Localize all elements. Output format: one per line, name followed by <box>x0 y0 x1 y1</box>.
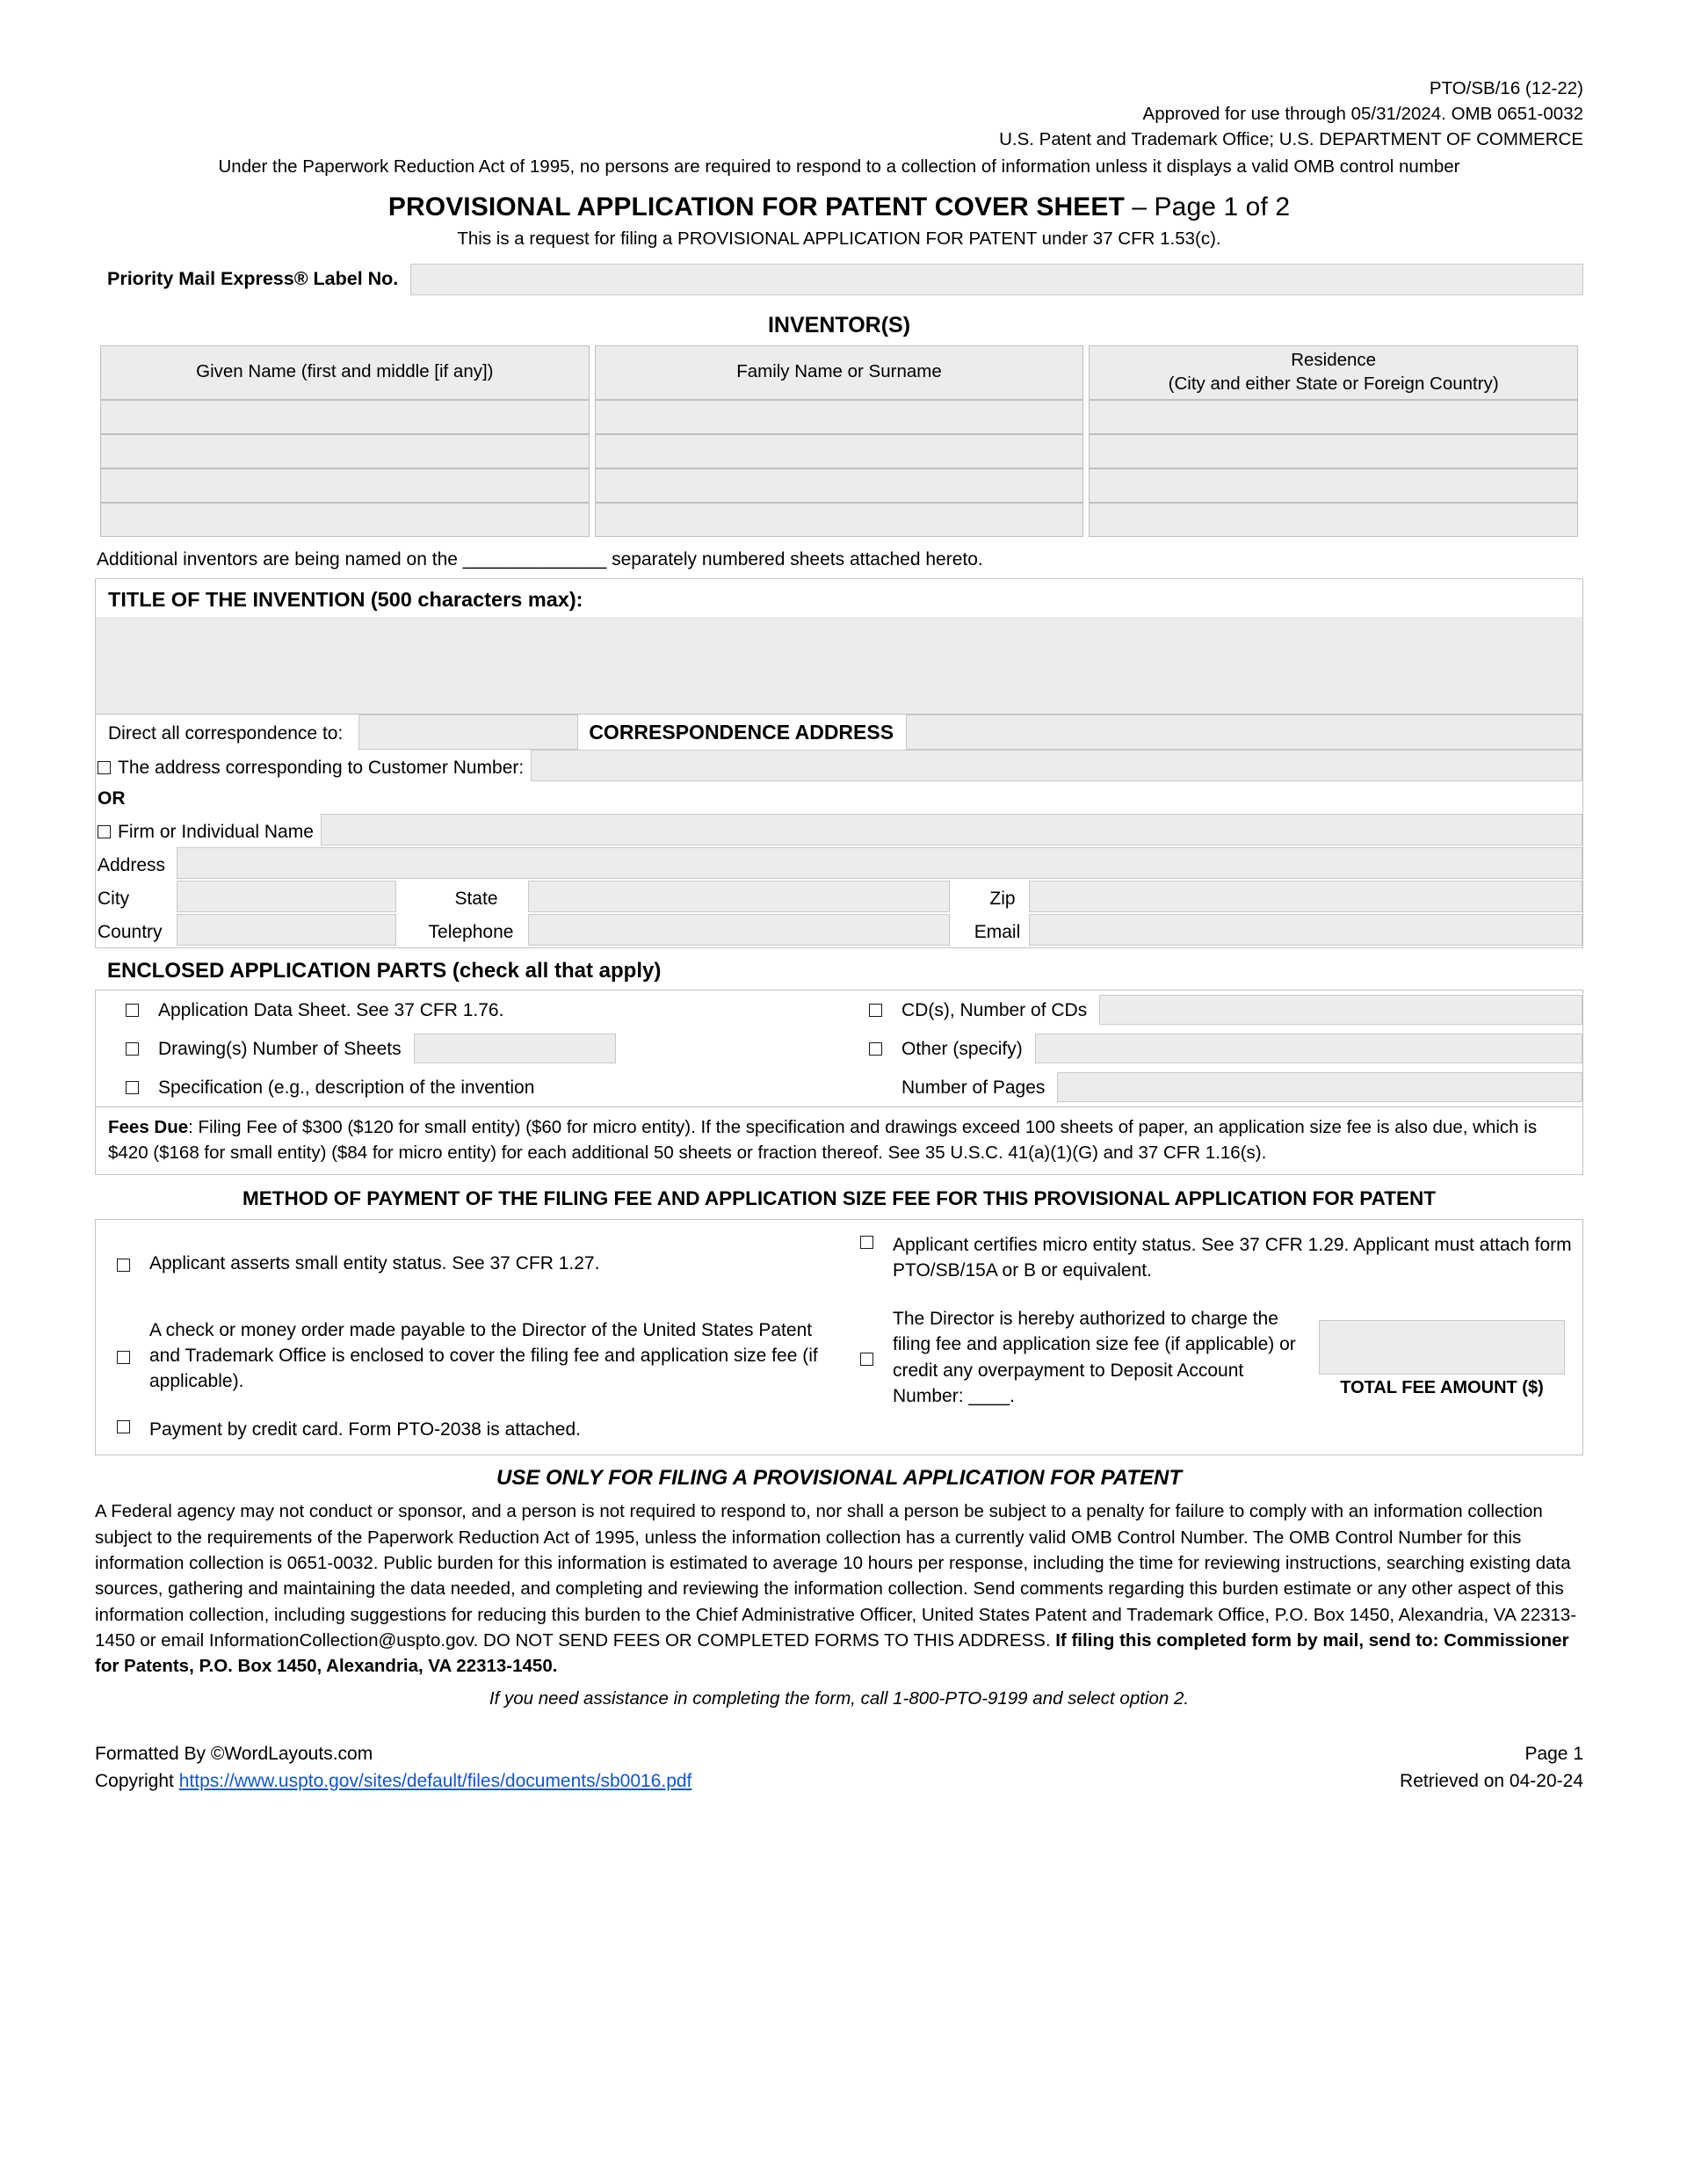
correspondence-heading-filler <box>906 715 1582 750</box>
table-header-row <box>100 345 1578 400</box>
address-input[interactable] <box>177 847 1582 879</box>
inventor-family-1[interactable] <box>595 400 1084 434</box>
direct-correspondence-input[interactable] <box>358 715 578 750</box>
label-small-entity: Applicant asserts small entity status. See 37 CFR 1.27. <box>149 1253 600 1274</box>
firm-name-label: Firm or Individual Name <box>118 822 314 843</box>
col-family-name: Family Name or Surname <box>595 345 1084 400</box>
additional-inventors-note <box>95 548 1583 571</box>
footer-source-link[interactable]: https://www.uspto.gov/sites/default/files/documents/sb0016.pdf <box>178 1770 692 1791</box>
enclosed-parts-heading-text: ENCLOSED APPLICATION PARTS <box>107 959 447 983</box>
zip-label: Zip <box>989 889 1016 910</box>
page-title-main: PROVISIONAL APPLICATION FOR PATENT COVER SHEET <box>387 192 1133 222</box>
inventor-residence-1[interactable] <box>1089 400 1578 434</box>
payment-micro-entity[interactable] <box>839 1227 1582 1301</box>
firm-name-label-wrap[interactable] <box>96 814 321 847</box>
label-deposit-account: The Director is hereby authorized to charge the filing fee and application size fee (if applicable) or credit any overpayment to Deposit Account Number: ____. <box>893 1308 1296 1406</box>
footer-copyright <box>95 1768 691 1795</box>
footer-retrieved-date: Retrieved on 04-20-24 <box>1400 1770 1583 1791</box>
input-other-specify[interactable] <box>1035 1034 1582 1063</box>
inventor-residence-4[interactable] <box>1089 503 1578 537</box>
payment-left-column <box>96 1220 839 1455</box>
paperwork-notice: Under the Paperwork Reduction Act of 1995, no persons are required to respond to a collection of information unless it displays a valid OMB control number <box>218 156 1460 178</box>
customer-number-input[interactable] <box>531 750 1582 781</box>
enclosed-parts-box <box>95 990 1583 1175</box>
checkbox-other[interactable] <box>869 1042 882 1056</box>
checkbox-small-entity[interactable] <box>117 1259 130 1272</box>
checkbox-application-data-sheet[interactable] <box>126 1004 139 1017</box>
correspondence-address-heading: CORRESPONDENCE ADDRESS <box>589 720 894 744</box>
payment-credit-card[interactable] <box>96 1411 839 1448</box>
customer-number-label-wrap[interactable] <box>96 750 531 783</box>
city-label: City <box>98 889 130 910</box>
checkbox-deposit-account[interactable] <box>860 1353 873 1366</box>
input-drawings-sheets[interactable] <box>414 1034 616 1063</box>
inventor-given-1[interactable] <box>100 400 590 434</box>
inventors-table <box>95 345 1583 537</box>
enclosed-item-pages <box>839 1068 1582 1107</box>
enclosed-parts-heading-hint: (check all that apply) <box>452 959 662 983</box>
country-telephone-email-row <box>96 914 1582 947</box>
label-drawings-sheets: Drawing(s) Number of Sheets <box>158 1038 402 1059</box>
checkbox-check-money-order[interactable] <box>117 1351 130 1364</box>
telephone-label: Telephone <box>428 922 514 943</box>
inventors-heading: INVENTOR(S) <box>767 313 911 338</box>
priority-mail-input[interactable] <box>410 264 1583 295</box>
title-of-invention-header <box>96 579 1582 617</box>
input-total-fee-amount[interactable] <box>1319 1320 1565 1375</box>
fees-due-body: : Filing Fee of $300 ($120 for small entity) ($60 for micro entity). If the specification and drawings exceed 100 sheets of paper, an application size fee is also due, which is $420 ($168 for small entity) ($84 for micro entity) for each additional 50 sheets or fraction thereof. See 35 U.S.C. 41(a)(1)(G) and 37 CFR 1.16(s). <box>108 1117 1538 1164</box>
correspondence-block <box>95 715 1583 948</box>
email-input[interactable] <box>1029 914 1582 946</box>
checkbox-customer-number[interactable] <box>98 761 111 774</box>
title-of-invention-input[interactable] <box>96 617 1582 714</box>
col-residence-line1: Residence <box>1291 349 1377 370</box>
customer-number-label: The address corresponding to Customer Number: <box>118 757 525 778</box>
label-application-data-sheet: Application Data Sheet. See 37 CFR 1.76. <box>158 999 504 1020</box>
checkbox-drawings[interactable] <box>126 1042 139 1056</box>
telephone-input[interactable] <box>528 914 950 946</box>
correspondence-direct-row <box>96 715 1582 750</box>
label-other: Other (specify) <box>901 1038 1023 1059</box>
email-label: Email <box>974 922 1021 943</box>
footer-left <box>95 1741 691 1795</box>
address-label: Address <box>98 855 166 876</box>
additional-inventors-post: separately numbered sheets attached hereto. <box>606 548 983 570</box>
col-residence-line2: (City and either State or Foreign Country) <box>1168 373 1499 394</box>
col-given-name: Given Name (first and middle [if any]) <box>100 345 590 400</box>
checkbox-firm-name[interactable] <box>98 825 111 838</box>
inventor-given-4[interactable] <box>100 503 590 537</box>
checkbox-micro-entity[interactable] <box>860 1236 873 1249</box>
state-input[interactable] <box>528 881 950 912</box>
enclosed-item-drawings[interactable] <box>96 1029 839 1068</box>
page-title <box>95 190 1583 224</box>
legal-notice <box>95 1498 1583 1679</box>
footer-copyright-label: Copyright <box>95 1770 179 1791</box>
label-total-fee-amount: TOTAL FEE AMOUNT ($) <box>1340 1377 1544 1397</box>
state-label: State <box>454 889 498 910</box>
direct-correspondence-label: Direct all correspondence to: <box>108 722 344 744</box>
enclosed-parts-heading <box>95 948 1583 990</box>
address-row <box>96 847 1582 881</box>
or-divider: OR <box>98 787 126 809</box>
legal-notice-body: A Federal agency may not conduct or sponsor, and a person is not required to respond to, nor shall a person be subject to a penalty for failure to comply with an information collection subject to the requirements of the Paperwork Reduction Act of 1995, unless the information collection has a currently valid OMB Control Number. The OMB Control Number for this information collection is 0651-0032. Public burden for this information is estimated to average 10 hours per response, including the time for reviewing instructions, searching existing data sources, gathering and maintaining the data needed, and completing and reviewing the information collection. Send comments regarding this burden estimate or any other aspect of this information collection, including suggestions for reducing this burden to the Chief Administrative Officer, United States Patent and Trademark Office, P.O. Box 1450, Alexandria, VA 22313-1450 or email InformationCollection@uspto.gov. DO NOT SEND FEES OR COMPLETED FORMS TO THIS ADDRESS. <box>95 1501 1577 1651</box>
payment-check-money-order[interactable] <box>96 1301 839 1411</box>
assistance-note: If you need assistance in completing the form, call 1-800-PTO-9199 and select option 2. <box>489 1688 1190 1709</box>
inventor-family-2[interactable] <box>595 434 1084 468</box>
inventor-family-3[interactable] <box>595 468 1084 503</box>
page-footer <box>95 1741 1583 1795</box>
title-of-invention-hint: (500 characters max): <box>370 587 583 611</box>
inventor-family-4[interactable] <box>595 503 1084 537</box>
label-credit-card: Payment by credit card. Form PTO-2038 is attached. <box>149 1419 581 1440</box>
table-row <box>100 468 1578 503</box>
input-number-of-pages[interactable] <box>1057 1072 1582 1102</box>
enclosed-item-ads[interactable] <box>96 990 839 1029</box>
footer-right <box>1400 1741 1583 1795</box>
enclosed-parts-left-column <box>96 990 839 1107</box>
city-input[interactable] <box>177 881 396 912</box>
inventor-given-2[interactable] <box>100 434 590 468</box>
fees-due-text <box>96 1107 1582 1174</box>
label-check-money-order: A check or money order made payable to the Director of the United States Patent and Trademark Office is enclosed to cover the filing fee and application size fee (if applicable). <box>149 1319 818 1392</box>
total-fee-wrap <box>1310 1317 1574 1399</box>
label-specification: Specification (e.g., description of the invention <box>158 1077 535 1098</box>
country-input[interactable] <box>177 914 396 946</box>
priority-mail-row <box>95 264 1583 295</box>
firm-name-row <box>96 814 1582 847</box>
customer-number-row <box>96 750 1582 783</box>
col-residence <box>1089 345 1578 400</box>
page-title-page: – Page 1 of 2 <box>1132 192 1291 222</box>
table-row <box>100 503 1578 537</box>
additional-inventors-blank[interactable]: ______________ <box>462 548 607 570</box>
office-line: U.S. Patent and Trademark Office; U.S. DEPARTMENT OF COMMERCE <box>999 129 1583 150</box>
footer-formatted-by: Formatted By ©WordLayouts.com <box>95 1744 373 1765</box>
payment-method-box <box>95 1219 1583 1455</box>
label-cds: CD(s), Number of CDs <box>901 999 1088 1020</box>
enclosed-parts-grid <box>96 990 1582 1107</box>
table-row <box>100 400 1578 434</box>
footer-page-number: Page 1 <box>1524 1744 1583 1765</box>
inventor-residence-2[interactable] <box>1089 434 1578 468</box>
enclosed-parts-right-column <box>839 990 1582 1107</box>
fees-due-label: Fees Due <box>108 1117 189 1138</box>
checkbox-specification[interactable] <box>126 1081 139 1094</box>
enclosed-item-other[interactable] <box>839 1029 1582 1068</box>
checkbox-cds[interactable] <box>869 1004 882 1017</box>
enclosed-item-cds[interactable] <box>839 990 1582 1029</box>
label-micro-entity: Applicant certifies micro entity status. See 37 CFR 1.29. Applicant must attach form PTO/SB/15A or B or equivalent. <box>893 1234 1572 1281</box>
title-of-invention-block <box>95 578 1583 715</box>
payment-deposit-account[interactable] <box>839 1301 1582 1415</box>
additional-inventors-pre: Additional inventors are being named on the <box>97 548 463 570</box>
firm-name-input[interactable] <box>321 814 1582 845</box>
title-of-invention-label: TITLE OF THE INVENTION <box>108 587 366 611</box>
form-number: PTO/SB/16 (12-22) <box>1429 78 1583 98</box>
zip-input[interactable] <box>1029 881 1582 912</box>
label-number-of-pages: Number of Pages <box>901 1077 1046 1098</box>
country-label: Country <box>98 922 163 943</box>
table-row <box>100 434 1578 468</box>
page-subtitle: This is a request for filing a PROVISIONAL APPLICATION FOR PATENT under 37 CFR 1.53(c). <box>457 229 1221 250</box>
legal-notice-mail-to: If filing this completed form by mail, send to: Commissioner for Patents, P.O. Box 1450, Alexandria, VA 22313-1450. <box>95 1629 1569 1677</box>
inventor-residence-3[interactable] <box>1089 468 1578 503</box>
use-only-notice: USE ONLY FOR FILING A PROVISIONAL APPLICATION FOR PATENT <box>496 1466 1183 1491</box>
payment-small-entity[interactable] <box>96 1227 839 1301</box>
checkbox-credit-card[interactable] <box>117 1420 130 1433</box>
approval-line: Approved for use through 05/31/2024. OMB 0651-0032 <box>1142 104 1583 125</box>
city-state-zip-row <box>96 881 1582 914</box>
inventor-given-3[interactable] <box>100 468 590 503</box>
payment-right-column <box>839 1220 1582 1455</box>
payment-method-heading: METHOD OF PAYMENT OF THE FILING FEE AND APPLICATION SIZE FEE FOR THIS PROVISIONAL APPLICATION FOR PATENT <box>243 1187 1436 1210</box>
enclosed-item-specification[interactable] <box>96 1068 839 1107</box>
input-cds-number[interactable] <box>1099 995 1582 1025</box>
priority-mail-label: Priority Mail Express® Label No. <box>107 268 399 290</box>
